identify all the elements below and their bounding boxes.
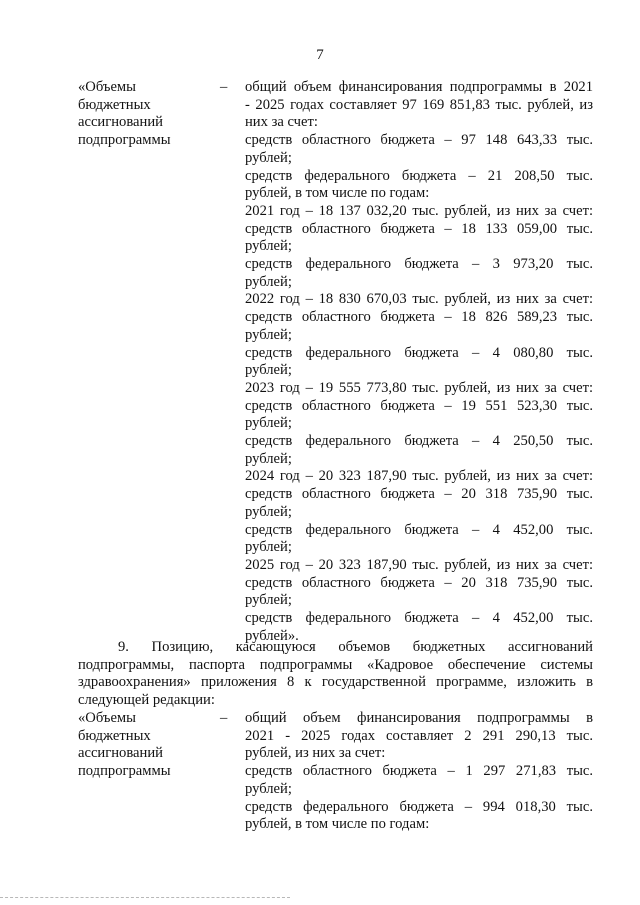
body-line: рублей; (245, 780, 292, 797)
body-line: средств федерального бюджета – 4 080,80 тыс. (245, 344, 593, 361)
body-line: рублей». (245, 627, 299, 644)
body-line: средств федерального бюджета – 4 250,50 тыс. (245, 433, 593, 449)
body-line: средств федерального бюджета – 21 208,50 тыс. (245, 167, 593, 184)
paragraph-line: подпрограммы, паспорта подпрограммы «Кадровое обеспечение системы (78, 656, 593, 673)
body-line: рублей; (245, 592, 292, 609)
body-line: средств областного бюджета – 20 318 735,90 тыс. (245, 486, 593, 503)
page-number: 7 (316, 47, 324, 63)
body-line: 2025 год – 20 323 187,90 тыс. рублей, из них за счет: (245, 556, 593, 573)
body-line: рублей; (245, 149, 292, 166)
body-line: рублей; (245, 539, 292, 556)
label-line: «Объемы (78, 79, 136, 95)
body-line: средств областного бюджета – 1 297 271,83 тыс. (245, 763, 593, 780)
body-line: рублей, из них за счет: (245, 745, 386, 762)
label-line: подпрограммы (78, 763, 171, 780)
body-line: средств областного бюджета – 20 318 735,90 тыс. (245, 574, 593, 591)
dash-separator: – (220, 79, 228, 95)
paragraph-line: следующей редакции: (78, 692, 215, 709)
paragraph-line: 9. Позицию, касающуюся объемов бюджетных ассигнований (118, 639, 593, 655)
body-line: общий объем финансирования подпрограммы в 2021 (245, 79, 593, 95)
body-line: средств федерального бюджета – 3 973,20 тыс. (245, 256, 593, 272)
label-line: бюджетных (78, 727, 151, 744)
body-line: средств областного бюджета – 18 826 589,23 тыс. (245, 309, 593, 326)
body-line: 2024 год – 20 323 187,90 тыс. рублей, из них за счет: (245, 468, 593, 485)
body-line: рублей; (245, 450, 292, 467)
paragraph-line: здравоохранения» приложения 8 к государственной программе, изложить в (78, 674, 593, 691)
body-line: рублей; (245, 273, 292, 290)
dash-separator: – (220, 710, 228, 726)
label-line: ассигнований (78, 745, 163, 762)
body-line: средств федерального бюджета – 4 452,00 тыс. (245, 610, 593, 626)
label-line: «Объемы (78, 710, 136, 726)
body-line: рублей; (245, 415, 292, 432)
body-line: - 2025 годах составляет 97 169 851,83 тыс. рублей, из (245, 96, 593, 113)
label-line: подпрограммы (78, 132, 171, 149)
body-line: 2021 год – 18 137 032,20 тыс. рублей, из них за счет: (245, 202, 593, 219)
body-line: рублей; (245, 238, 292, 255)
body-line: средств федерального бюджета – 4 452,00 тыс. (245, 521, 593, 538)
label-line: бюджетных (78, 96, 151, 113)
label-line: ассигнований (78, 114, 163, 131)
body-line: рублей, в том числе по годам: (245, 185, 430, 202)
body-line: средств федерального бюджета – 994 018,30 тыс. (245, 798, 593, 815)
body-line: 2022 год – 18 830 670,03 тыс. рублей, из них за счет: (245, 291, 593, 308)
body-line: 2023 год – 19 555 773,80 тыс. рублей, из них за счет: (245, 379, 593, 396)
body-line: рублей; (245, 362, 292, 379)
body-line: 2021 - 2025 годах составляет 2 291 290,13 тыс. (245, 727, 593, 744)
body-line: средств областного бюджета – 97 148 643,33 тыс. (245, 132, 593, 149)
body-line: них за счет: (245, 114, 318, 131)
body-line: средств областного бюджета – 18 133 059,00 тыс. (245, 220, 593, 237)
body-line: рублей, в том числе по годам: (245, 816, 430, 833)
footer-scan-rule (0, 897, 290, 898)
body-line: рублей; (245, 503, 292, 520)
body-line: рублей; (245, 326, 292, 343)
body-line: средств областного бюджета – 19 551 523,30 тыс. (245, 397, 593, 414)
body-line: общий объем финансирования подпрограммы в (245, 710, 593, 726)
